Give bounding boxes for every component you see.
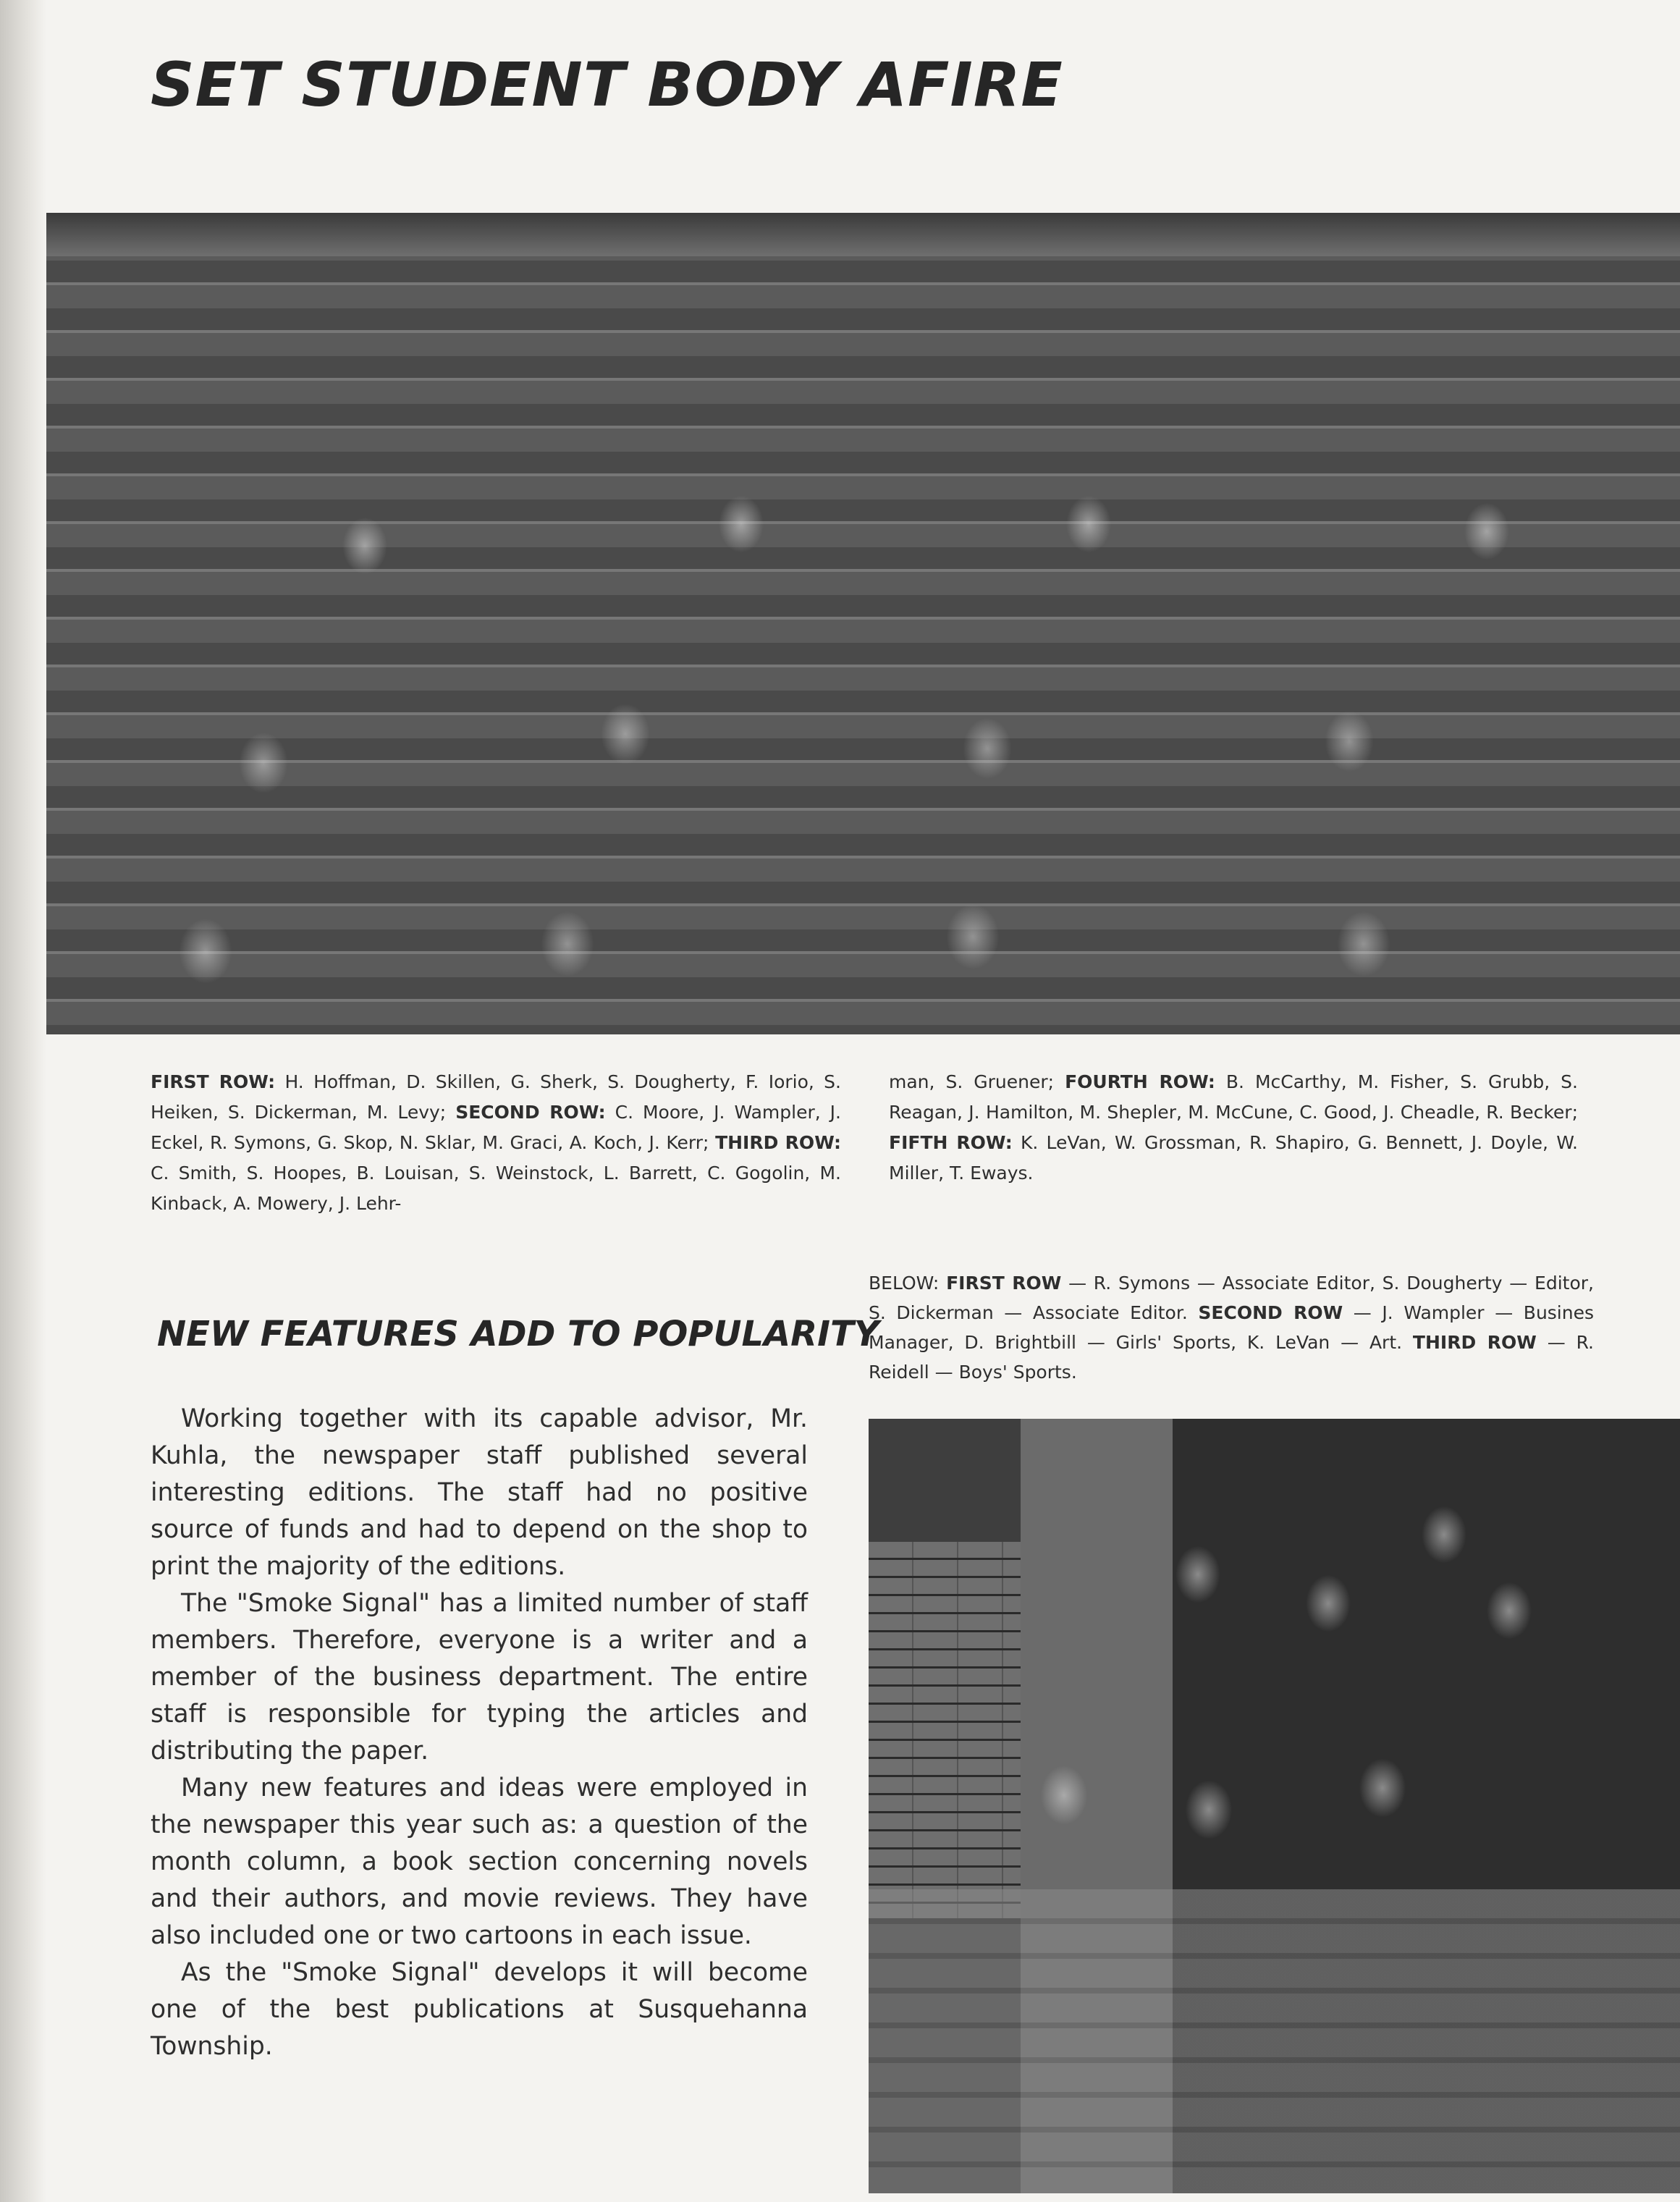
article-paragraph: Working together with its capable advisor, Mr. Kuhla, the newspaper staff published several interesting editions. The staff had no positive source of funds and had to depend on the shop to print the majority of the editions.: [151, 1404, 808, 1581]
article-paragraph: As the "Smoke Signal" develops it will become one of the best publications at Susquehanna Township.: [151, 1958, 808, 2061]
gym-bleachers: [46, 213, 1680, 256]
third-row-label: THIRD ROW:: [715, 1132, 841, 1153]
first-row-label: FIRST ROW:: [151, 1071, 276, 1092]
staff-first-row-text: — R. Symons — Associate Editor, S. Dougherty — Editor, S. Dickerman — Associate Editor.: [869, 1273, 1594, 1323]
brick-wall: [869, 1542, 1021, 1918]
fifth-row-label: FIFTH ROW:: [889, 1132, 1013, 1153]
first-row-names: H. Hoffman, D. Skillen, G. Sherk, S. Dougherty, F. Iorio, S. Heiken, S. Dickerman, M. Levy;: [151, 1071, 841, 1123]
group-photo: [46, 213, 1680, 1034]
staff-photo: [869, 1419, 1680, 2193]
fourth-row-names: B. McCarthy, M. Fisher, S. Grubb, S. Reagan, J. Hamilton, M. Shepler, M. McCune, C. Good, J. Cheadle, R. Becker;: [889, 1071, 1578, 1123]
fifth-row-names: K. LeVan, W. Grossman, R. Shapiro, G. Bennett, J. Doyle, W. Miller, T. Eways.: [889, 1132, 1578, 1184]
staff-caption: [869, 1268, 1594, 1387]
staff-second-row-label: SECOND ROW: [1198, 1302, 1343, 1323]
article-paragraph: The "Smoke Signal" has a limited number of staff members. Therefore, everyone is a writer and a member of the business department. The entire staff is responsible for typing the articles and distributing the paper.: [151, 1589, 808, 1766]
page-binding-edge: [0, 0, 46, 2202]
second-row-names: C. Moore, J. Wampler, J. Eckel, R. Symons, G. Skop, N. Sklar, M. Graci, A. Koch, J. Kerr;: [151, 1102, 841, 1153]
staff-second-row-text: — J. Wampler — Busines Manager, D. Brightbill — Girls' Sports, K. LeVan — Art.: [869, 1302, 1595, 1353]
article-paragraph: Many new features and ideas were employed in the newspaper this year such as: a question of the month column, a book section concerning novels and their authors, and movie reviews. They have also included one or two cartoons in each issue.: [151, 1773, 808, 1950]
third-row-names: C. Smith, S. Hoopes, B. Louisan, S. Weinstock, L. Barrett, C. Gogolin, M. Kinback, A. Mowery, J. Lehr-: [151, 1163, 841, 1214]
stairway: [869, 1889, 1680, 2193]
staff-first-row-label: FIRST ROW: [946, 1273, 1062, 1294]
staff-third-row-label: THIRD ROW: [1412, 1332, 1537, 1353]
third-row-names-continued: man, S. Gruener;: [889, 1071, 1055, 1092]
page-title: SET STUDENT BODY AFIRE: [151, 49, 1063, 120]
article-heading: NEW FEATURES ADD TO POPULARITY: [157, 1314, 879, 1354]
second-row-label: SECOND ROW:: [455, 1102, 606, 1123]
fourth-row-label: FOURTH ROW:: [1065, 1071, 1215, 1092]
group-caption-right: [889, 1067, 1578, 1189]
staff-caption-prefix: BELOW:: [869, 1273, 940, 1294]
article-body: [151, 1401, 808, 2065]
group-caption-left: [151, 1067, 841, 1219]
staff-third-row-text: — R. Reidell — Boys' Sports.: [869, 1332, 1595, 1383]
